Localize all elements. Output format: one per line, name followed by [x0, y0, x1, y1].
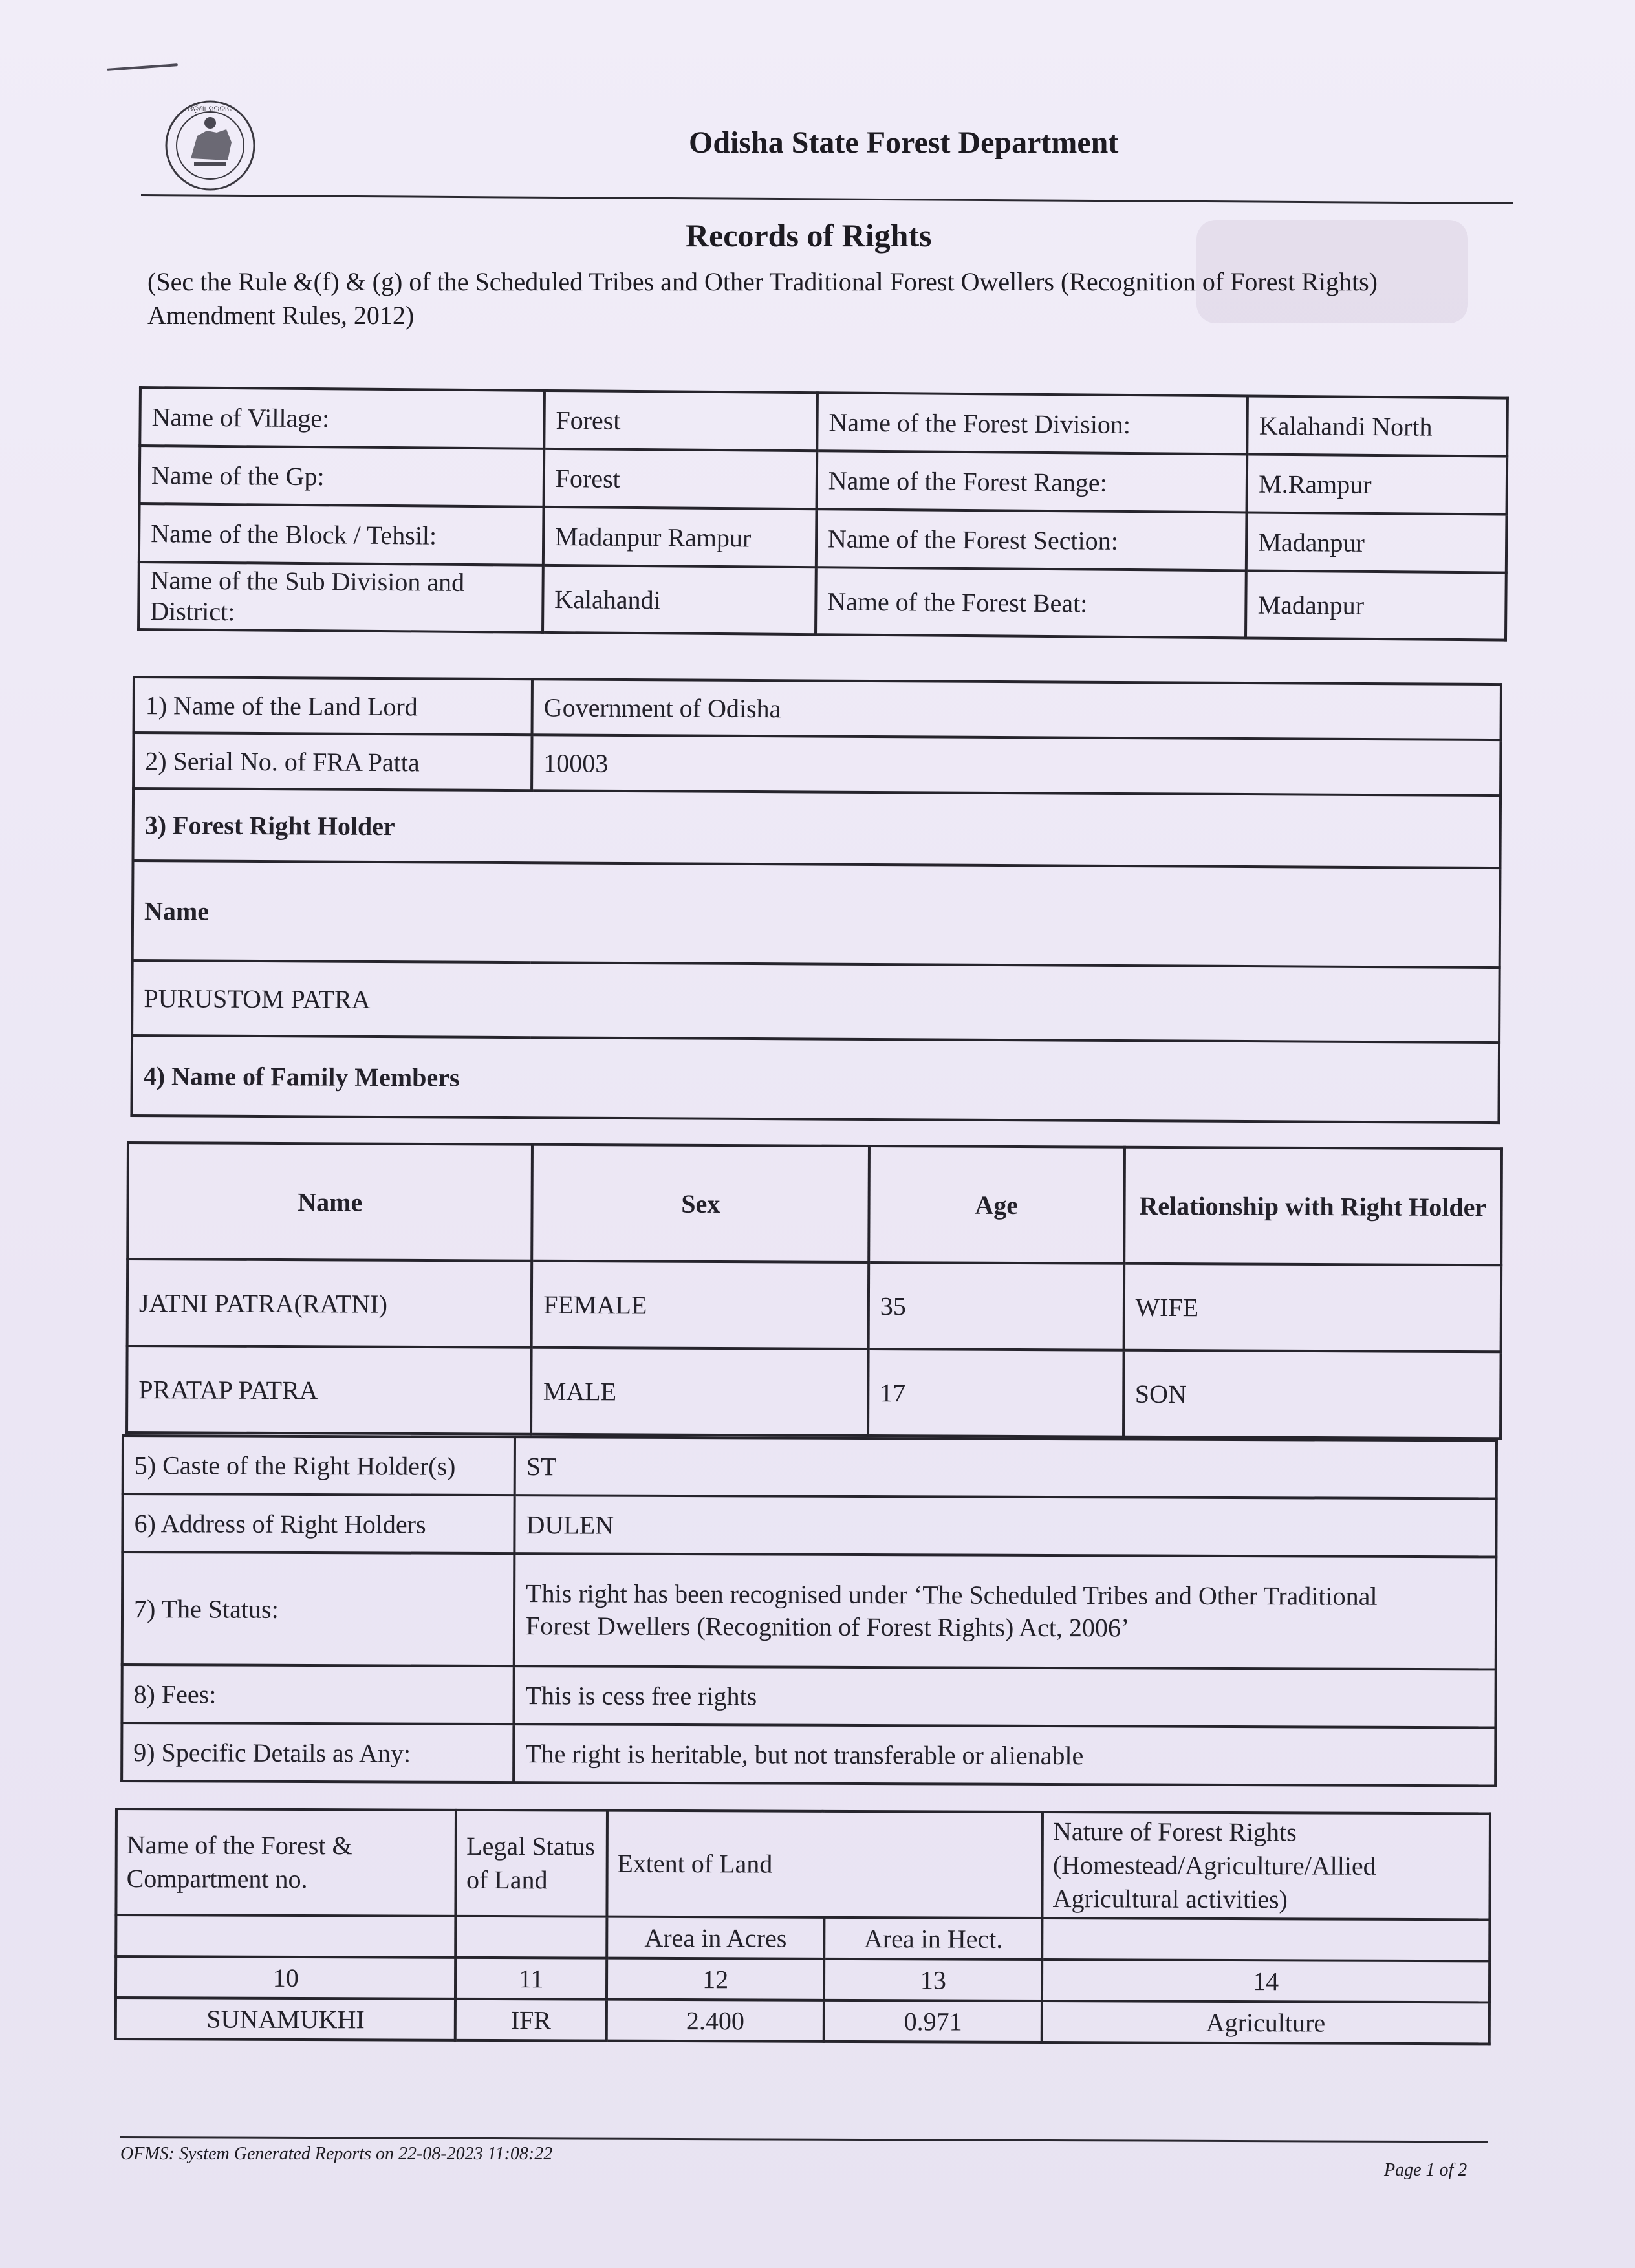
right-holder-heading: 3) Forest Right Holder	[133, 788, 1501, 868]
table-row	[122, 1552, 1497, 1669]
status-line-1: This right has been recognised under ‘The Scheduled Tribes and Other Traditional	[526, 1579, 1378, 1611]
empty-cell	[1042, 1918, 1489, 1961]
table-row	[116, 1998, 1489, 2044]
section-label: Name of the Forest Section:	[816, 509, 1247, 570]
generated-note: OFMS: System Generated Reports on 22-08-2023 11:08:22	[120, 2144, 553, 2164]
caste-label: 5) Caste of the Right Holder(s)	[123, 1436, 515, 1495]
subdivision-value: Kalahandi	[543, 565, 816, 634]
table-row	[132, 960, 1500, 1042]
table-row	[134, 677, 1501, 740]
fees-value: This is cess free rights	[514, 1666, 1495, 1727]
gp-value: Forest	[543, 449, 817, 509]
location-table	[137, 386, 1509, 642]
hect-value: 0.971	[824, 2000, 1042, 2042]
holder-name: PURUSTOM PATRA	[132, 960, 1500, 1042]
empty-cell	[116, 1915, 456, 1958]
family-heading: 4) Name of Family Members	[131, 1035, 1499, 1123]
table-header-row	[127, 1143, 1502, 1265]
acres-value: 2.400	[606, 2000, 824, 2042]
gp-label: Name of the Gp:	[140, 446, 545, 507]
division-value: Kalahandi North	[1248, 396, 1508, 456]
table-row	[133, 733, 1500, 795]
status-value	[514, 1553, 1497, 1669]
family-table	[125, 1141, 1503, 1440]
table-row	[122, 1723, 1495, 1786]
land-lord-label: 1) Name of the Land Lord	[134, 677, 532, 735]
member-sex: FEMALE	[532, 1261, 869, 1349]
address-label: 6) Address of Right Holders	[122, 1494, 514, 1553]
status-label: 7) The Status:	[122, 1552, 515, 1666]
forest-value: SUNAMUKHI	[116, 1998, 456, 2040]
col-age-header: Age	[869, 1146, 1124, 1264]
land-table	[114, 1808, 1491, 2045]
empty-cell	[456, 1916, 607, 1958]
table-row	[127, 1259, 1502, 1352]
table-row	[139, 504, 1507, 573]
table-row	[116, 1956, 1489, 2002]
range-label: Name of the Forest Range:	[816, 451, 1247, 512]
village-label: Name of Village:	[140, 387, 545, 449]
svg-text:ଓଡ଼ିଶା ସରକାର: ଓଡ଼ିଶା ସରକାର	[187, 104, 233, 113]
beat-value: Madanpur	[1246, 570, 1506, 640]
specific-value: The right is heritable, but not transferable or alienable	[514, 1724, 1495, 1786]
caste-value: ST	[515, 1437, 1497, 1498]
col-number: 12	[607, 1958, 825, 2000]
subdivision-label: Name of the Sub Division and District:	[138, 562, 543, 632]
fees-label: 8) Fees:	[122, 1665, 514, 1724]
right-holder-table	[130, 676, 1502, 1124]
staple-mark	[107, 63, 178, 71]
col-number: 14	[1042, 1960, 1489, 2002]
village-value: Forest	[544, 391, 817, 451]
header-divider	[141, 194, 1513, 204]
address-value: DULEN	[514, 1495, 1496, 1557]
member-relation: SON	[1123, 1350, 1501, 1439]
status-table	[120, 1434, 1498, 1787]
block-label: Name of the Block / Tehsil:	[139, 504, 544, 565]
page-number: Page 1 of 2	[1384, 2160, 1467, 2180]
member-age: 35	[869, 1262, 1124, 1350]
table-header-row	[116, 1809, 1490, 1919]
nature-value: Agriculture	[1042, 2001, 1489, 2044]
range-value: M.Rampur	[1247, 454, 1507, 514]
records-title: Records of Rights	[686, 217, 932, 254]
forest-header: Name of the Forest & Compartment no.	[116, 1809, 456, 1916]
table-row	[123, 1436, 1497, 1498]
col-number: 10	[116, 1956, 456, 1999]
hect-header: Area in Hect.	[825, 1917, 1043, 1960]
footer-divider	[120, 2136, 1488, 2143]
table-row	[122, 1665, 1495, 1727]
legal-header: Legal Status of Land	[456, 1810, 607, 1917]
acres-header: Area in Acres	[607, 1917, 825, 1959]
table-row	[140, 387, 1508, 457]
section-value: Madanpur	[1246, 512, 1506, 572]
table-row	[127, 1346, 1501, 1438]
odisha-emblem-logo	[155, 97, 265, 194]
table-header-row	[116, 1915, 1489, 1961]
col-number: 13	[824, 1959, 1042, 2001]
table-row	[133, 788, 1501, 868]
rule-subtitle: (Sec the Rule &(f) & (g) of the Scheduled Tribes and Other Traditional Forest Owellers (Recognition of Forest Rights) Amendment Rules, 2012)	[147, 267, 1378, 330]
table-row	[140, 446, 1508, 515]
department-title: Odisha State Forest Department	[689, 125, 1119, 160]
nature-header: Nature of Forest Rights (Homestead/Agriculture/Allied Agricultural activities)	[1043, 1812, 1490, 1919]
member-age: 17	[868, 1349, 1123, 1437]
status-line-2: Forest Dwellers (Recognition of Forest Rights) Act, 2006’	[525, 1611, 1130, 1643]
beat-label: Name of the Forest Beat:	[816, 567, 1246, 638]
specific-label: 9) Specific Details as Any:	[122, 1723, 514, 1782]
serial-label: 2) Serial No. of FRA Patta	[133, 733, 532, 790]
member-name: PRATAP PATRA	[127, 1346, 532, 1434]
extent-header: Extent of Land	[607, 1811, 1043, 1918]
table-row	[133, 861, 1500, 967]
col-number: 11	[455, 1958, 607, 2000]
land-lord-value: Government of Odisha	[532, 679, 1501, 740]
member-sex: MALE	[531, 1348, 868, 1436]
table-row	[122, 1494, 1496, 1557]
member-relation: WIFE	[1123, 1264, 1501, 1352]
table-row	[138, 562, 1506, 640]
col-name-header: Name	[127, 1143, 532, 1261]
division-label: Name of the Forest Division:	[817, 393, 1248, 454]
block-value: Madanpur Rampur	[543, 507, 817, 567]
table-row	[131, 1035, 1499, 1123]
col-sex-header: Sex	[532, 1145, 869, 1262]
serial-value: 10003	[532, 735, 1500, 795]
col-relation-header: Relationship with Right Holder	[1124, 1147, 1502, 1266]
member-name: JATNI PATRA(RATNI)	[127, 1259, 532, 1348]
name-heading: Name	[133, 861, 1500, 967]
legal-value: IFR	[455, 1999, 607, 2041]
